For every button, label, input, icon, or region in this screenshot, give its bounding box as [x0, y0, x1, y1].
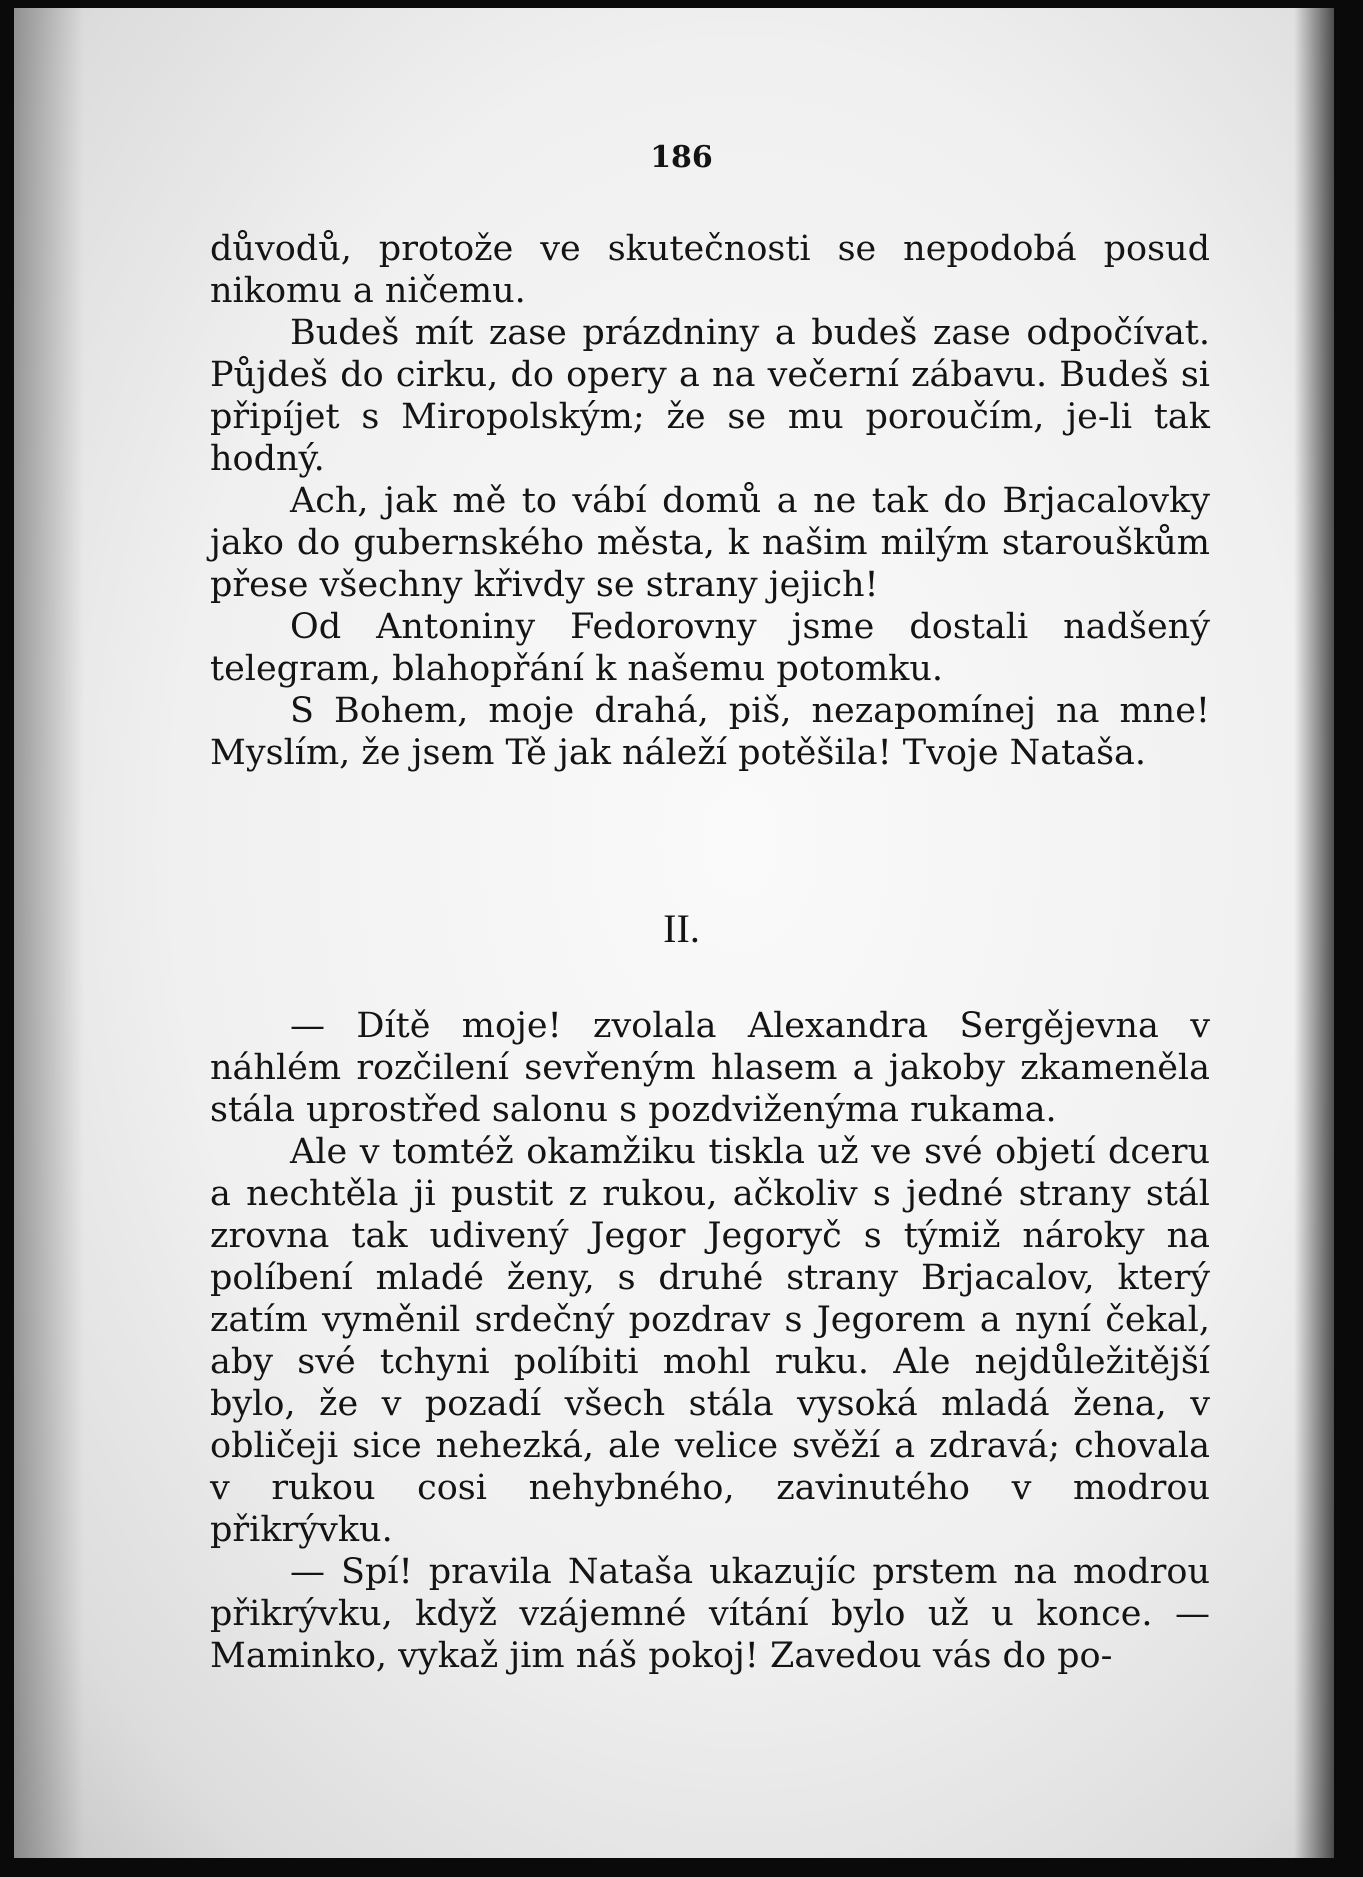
paragraph: důvodů, protože ve skutečnosti se nepodobá posud nikomu a ničemu.: [210, 229, 1210, 311]
bottom-text-block: [210, 1005, 1210, 1677]
paragraph: Ale v tomtéž okamžiku tiskla už ve své objetí dceru a nechtěla ji pustit z rukou, ačkoliv s jedné strany stál zrovna tak udivený Jegor Jegoryč s týmiž nároky na políbení mladé ženy, s druhé strany Brjacalov, který zatím vyměnil srdečný pozdrav s Jegorem a nyní čekal, aby své tchyni políbiti mohl ruku. Ale nejdůležitější bylo, že v pozadí všech stála vysoká mladá žena, v obličeji sice nehezká, ale velice svěží a zdravá; chovala v rukou cosi nehybného, zavinutého v modrou přikrývku.: [210, 1132, 1210, 1550]
paragraph: Budeš mít zase prázdniny a budeš zase odpočívat. Půjdeš do cirku, do opery a na večerní zábavu. Budeš si připíjet s Miropolským; že se mu poroučím, je-li tak hodný.: [210, 313, 1210, 479]
top-text-block: [210, 228, 1210, 774]
paragraph: Od Antoniny Fedorovny jsme dostali nadšený telegram, blahopřání k našemu potomku.: [210, 607, 1210, 689]
paragraph: Ach, jak mě to vábí domů a ne tak do Brjacalovky jako do gubernského města, k našim milým starouškům přese všechny křivdy se strany jejich!: [210, 481, 1210, 605]
paragraph: — Dítě moje! zvolala Alexandra Sergějevna v náhlém rozčilení sevřeným hlasem a jakoby zkameněla stála uprostřed salonu s pozdviženýma rukama.: [210, 1006, 1210, 1130]
paragraph: S Bohem, moje drahá, piš, nezapomínej na mne! Myslím, že jsem Tě jak náleží potěšila! Tvoje Nataša.: [210, 691, 1210, 773]
section-heading: II.: [663, 906, 700, 951]
page-number: 186: [650, 140, 713, 175]
paragraph: — Spí! pravila Nataša ukazujíc prstem na modrou přikrývku, když vzájemné vítání bylo už u konce. — Maminko, vykaž jim náš pokoj! Zavedou vás do po-: [210, 1552, 1210, 1676]
